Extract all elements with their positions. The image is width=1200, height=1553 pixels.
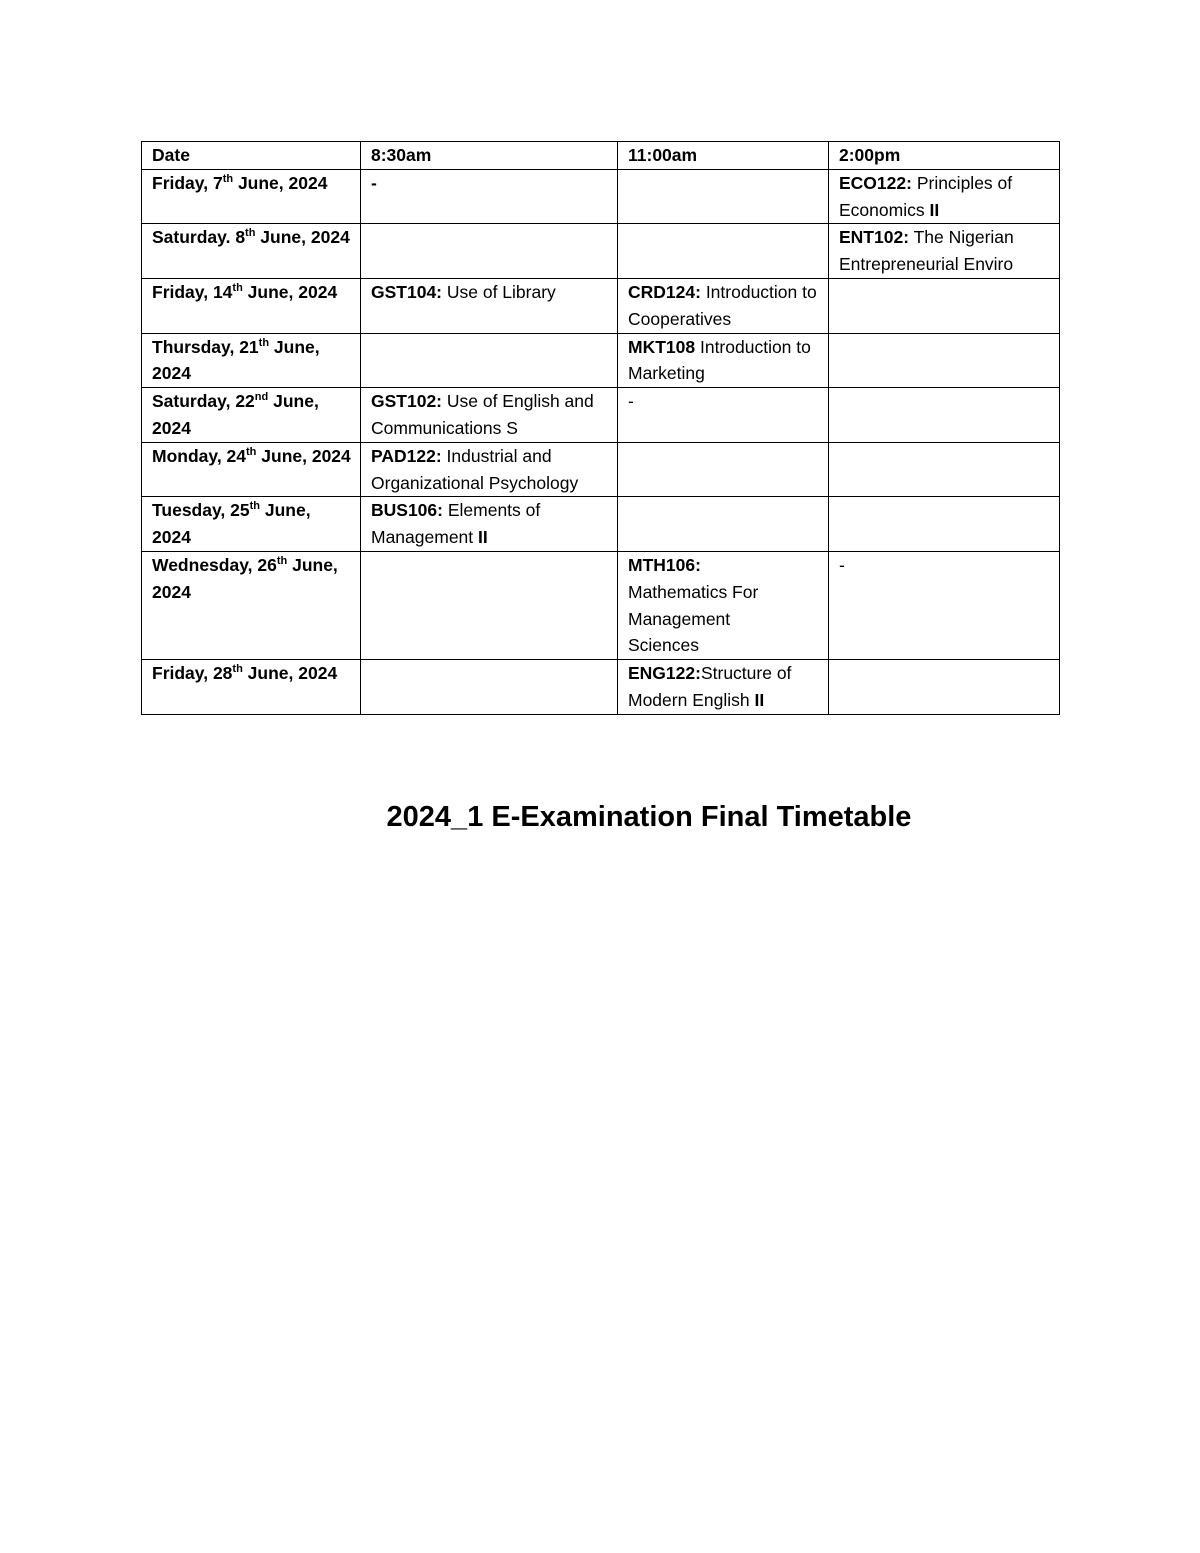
slot-200pm: - [829,551,1060,659]
header-830am: 8:30am [361,142,618,170]
document-title: 2024_1 E-Examination Final Timetable [386,801,912,833]
slot-200pm: ENT102: The Nigerian Entrepreneurial Enviro [829,224,1060,279]
slot-1100am: ENG122:Structure of Modern English II [618,660,829,715]
slot-200pm [829,442,1060,497]
table-row [142,224,1060,279]
table-row [142,169,1060,224]
table-row [142,388,1060,443]
slot-1100am [618,169,829,224]
slot-830am: PAD122: Industrial and Organizational Psychology [361,442,618,497]
table-row [142,278,1060,333]
slot-1100am: CRD124: Introduction to Cooperatives [618,278,829,333]
row-date: Wednesday, 26th June, 2024 [142,551,361,659]
row-date: Tuesday, 25th June, 2024 [142,497,361,552]
header-200pm: 2:00pm [829,142,1060,170]
table-header-row [142,142,1060,170]
table-row [142,442,1060,497]
slot-830am [361,660,618,715]
table-row [142,497,1060,552]
row-date: Friday, 7th June, 2024 [142,169,361,224]
slot-1100am: MKT108 Introduction to Marketing [618,333,829,388]
slot-830am [361,551,618,659]
slot-200pm [829,333,1060,388]
row-date: Saturday. 8th June, 2024 [142,224,361,279]
slot-200pm [829,497,1060,552]
slot-1100am [618,442,829,497]
slot-1100am [618,224,829,279]
row-date: Monday, 24th June, 2024 [142,442,361,497]
table-row [142,551,1060,659]
row-date: Saturday, 22nd June, 2024 [142,388,361,443]
slot-1100am: - [618,388,829,443]
slot-200pm [829,660,1060,715]
slot-200pm: ECO122: Principles of Economics II [829,169,1060,224]
slot-200pm [829,278,1060,333]
slot-1100am: MTH106: Mathematics For Management Sciences [618,551,829,659]
slot-830am [361,333,618,388]
row-date: Friday, 14th June, 2024 [142,278,361,333]
row-date: Friday, 28th June, 2024 [142,660,361,715]
slot-830am: - [361,169,618,224]
table-row [142,660,1060,715]
table-row [142,333,1060,388]
header-date: Date [142,142,361,170]
slot-830am: GST104: Use of Library [361,278,618,333]
slot-830am: GST102: Use of English and Communications S [361,388,618,443]
row-date: Thursday, 21th June, 2024 [142,333,361,388]
header-1100am: 11:00am [618,142,829,170]
exam-timetable [141,141,1060,715]
slot-1100am [618,497,829,552]
slot-200pm [829,388,1060,443]
slot-830am [361,224,618,279]
slot-830am: BUS106: Elements of Management II [361,497,618,552]
